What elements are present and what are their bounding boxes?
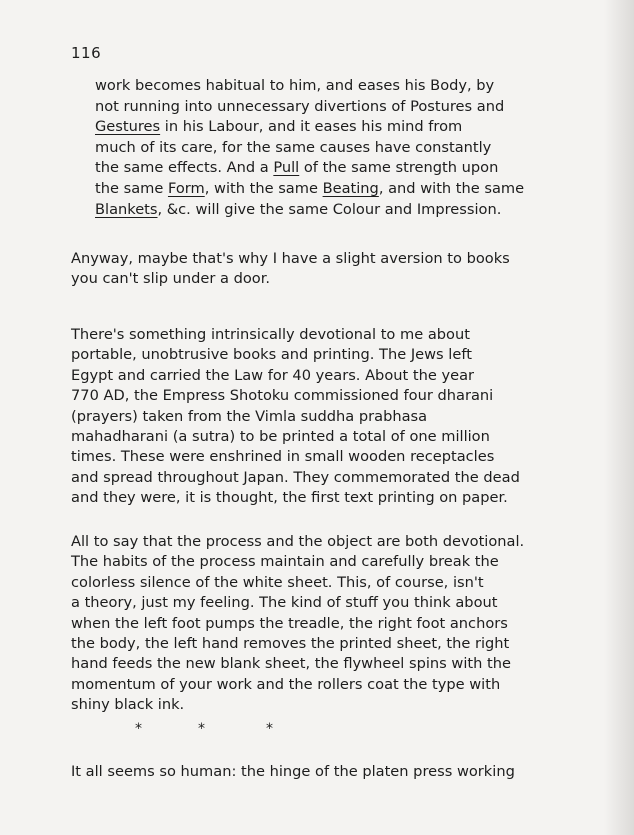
underlined-term: Pull [273,159,300,177]
quote-text: work becomes habitual to him, and eases his Body, by [95,77,495,94]
quote-text: in his Labour, and it eases his mind from [160,118,463,136]
quote-text: , &c. will give the same Colour and Impression. [157,200,502,218]
quote-line [95,200,605,221]
quote-line [95,138,605,159]
asterisk: * [266,721,273,737]
quote-line [95,76,605,97]
block-quote [95,76,605,220]
quote-text: , and with the same [378,179,525,197]
quote-text: the same [95,179,168,197]
paragraph-devotional-books [71,325,591,509]
quote-text: of the same strength upon [299,159,499,177]
page-edge-shadow [604,0,634,835]
text-line: you can't slip under a door. [71,270,271,288]
text-line: and they were, it is thought, the first text printing on paper. [71,489,508,507]
quote-line [95,158,605,179]
text-line: shiny black ink. [71,696,185,714]
section-break [0,721,634,741]
text-line: and spread throughout Japan. They commemorated the dead [71,468,520,486]
text-line: times. These were enshrined in small wooden receptacles [71,448,495,466]
quote-text: the same effects. And a [95,159,274,177]
paragraph-aversion [71,249,591,290]
text-line: It all seems so human: the hinge of the platen press working [71,763,515,780]
text-line: Egypt and carried the Law for 40 years. About the year [71,366,475,384]
text-line: (prayers) taken from the Vimla suddha prabhasa [71,407,428,425]
text-line: portable, unobtrusive books and printing. The Jews left [71,346,472,364]
text-line: All to say that the process and the object are both devotional. [71,533,525,550]
quote-line [95,97,605,118]
quote-text: , with the same [204,179,323,197]
quote-line [95,117,605,138]
quote-line [95,179,605,200]
asterisk: * [198,721,205,737]
text-line: a theory, just my feeling. The kind of stuff you think about [71,594,498,612]
text-line: There's something intrinsically devotional to me about [71,326,470,343]
text-line: mahadharani (a sutra) to be printed a total of one million [71,428,490,446]
text-line: colorless silence of the white sheet. This, of course, isn't [71,573,484,591]
text-line: hand feeds the new blank sheet, the flywheel spins with the [71,655,511,673]
text-line: momentum of your work and the rollers coat the type with [71,675,501,693]
text-line: Anyway, maybe that's why I have a slight aversion to books [71,250,510,267]
paragraph-human [71,762,591,782]
text-line: 770 AD, the Empress Shotoku commissioned four dharani [71,387,494,405]
underlined-term: Blankets [95,200,158,218]
paragraph-process [71,532,591,716]
quote-text: not running into unnecessary divertions of Postures and [95,97,505,115]
underlined-term: Beating [322,179,379,197]
underlined-term: Gestures [95,118,161,136]
text-line: The habits of the process maintain and carefully break the [71,553,499,571]
text-line: when the left foot pumps the treadle, the right foot anchors [71,614,508,632]
page-number: 116 [71,44,102,62]
quote-text: much of its care, for the same causes have constantly [95,138,492,156]
underlined-term: Form [167,179,205,197]
asterisk: * [135,721,142,737]
text-line: the body, the left hand removes the printed sheet, the right [71,635,510,653]
